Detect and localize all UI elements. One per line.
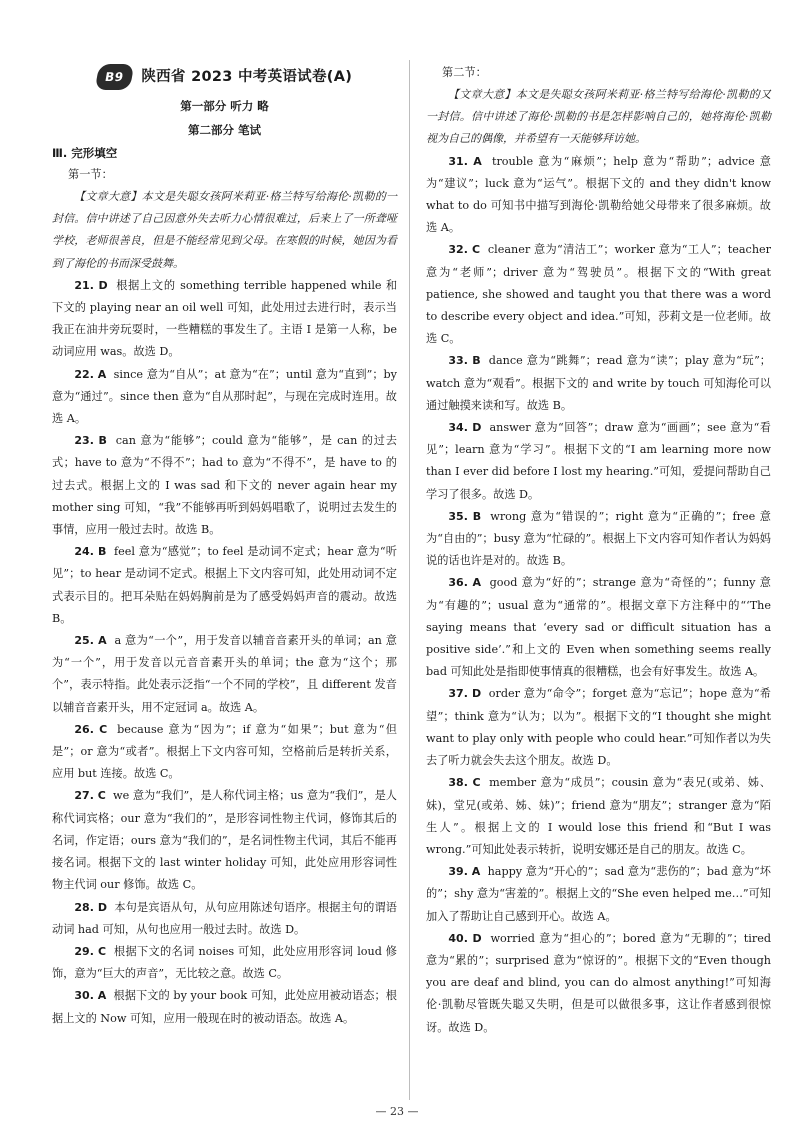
document-title-row: [52, 62, 397, 92]
article-summary: 【文章大意】本文是失聪女孩阿米莉亚·格兰特写给海伦·凯勒的又一封信。信中讲述了海伦·凯勒的书是怎样影响自己的，她将海伦·凯勒视为自己的偶像，并希望有一天能够拜访她。: [426, 88, 771, 146]
answer-item: 36. A good 意为“好的”；strange 意为“奇怪的”；funny 意为“有趣的”；usual 意为“通常的”。根据文章下方注释中的“‘The saying means that ‘every sad or difficult situation has a positive side’.”和上文的 Even when something seems really bad 可知此处是指即使事情真的很糟糕，也会有好事发生。故选 A。: [426, 576, 771, 679]
answer-list: [52, 275, 397, 1030]
section1-label: 第一节：: [68, 168, 113, 181]
answer-item: 21. D 根据上文的 something terrible happened while 和下文的 playing near an oil well 可知，此处用过去进行时，表示当我正在油井旁玩耍时，一些糟糕的事发生了。主语 I 是第一人称，be 动词应用 was。故选 D。: [52, 278, 398, 359]
answer-item: 27. C we 意为“我们”，是人称代词主格；us 意为“我们”，是人称代词宾格；our 意为“我们的”，是形容词性物主代词，修饰其后的名词，作定语；ours 意为“我们的”，是名词性物主代词，其后不能再接名词。根据下文的 last winter holiday 可知，此处应用形容词性物主代词 our 修饰。故选 C。: [52, 789, 397, 892]
answer-item: 22. A since 意为“自从”；at 意为“在”；until 意为“直到”；by 意为“通过”。since then 意为“自从那时起”，与现在完成时连用。故选 A。: [52, 367, 397, 426]
document-title: 陕西省 2023 中考英语试卷(A): [141, 68, 353, 85]
section2-label: 第二节：: [442, 66, 487, 79]
answer-item: 25. A a 意为“一个”，用于发音以辅音音素开头的单词；an 意为“一个”，用于发音以元音音素开头的单词；the 意为“这个；那个”，表示特指。此处表示泛指“一个不同的学校”，且 different 发音以辅音音素开头，用不定冠词 a。故选 A。: [52, 634, 397, 714]
cloze-heading: Ⅲ. 完形填空: [52, 146, 118, 160]
answer-item: 35. B wrong 意为“错误的”；right 意为“正确的”；free 意为“自由的”；busy 意为“忙碌的”。根据上下文内容可知作者认为妈妈说的话也许是对的。故选 B。: [426, 509, 771, 568]
answer-item: 40. D worried 意为“担心的”；bored 意为“无聊的”；tired 意为“累的”；surprised 意为“惊讶的”。根据下文的“Even though you are deaf and blind, you can do almost anything!”可知海伦·凯勒尽管既失聪又失明，但是可以做很多事，这让作者感到很惊讶。故选 D。: [426, 931, 772, 1034]
answer-item: 30. A 根据下文的 by your book 可知，此处应用被动语态；根据上文的 Now 可知，应用一般现在时的被动语态。故选 A。: [52, 989, 397, 1025]
answer-item: 32. C cleaner 意为“清洁工”；worker 意为“工人”；teacher 意为“老师”；driver 意为“驾驶员”。根据下文的“With great patience, she showed and taught you that there was a word to describe every object and idea.”可知，莎莉文是一位老师。故选 C。: [426, 243, 771, 346]
column-divider: [409, 60, 410, 1100]
section-badge: B9: [95, 64, 134, 90]
answer-item: 28. D 本句是宾语从句，从句应用陈述句语序。根据主句的谓语动词 had 可知，从句也应用一般过去时。故选 D。: [52, 900, 397, 936]
answer-item: 29. C 根据下文的名词 noises 可知，此处应用形容词 loud 修饰，意为“巨大的声音”，无比较之意。故选 C。: [52, 944, 397, 981]
answer-list: [426, 151, 771, 1039]
answer-item: 24. B feel 意为“感觉”；to feel 是动词不定式；hear 意为“听见”；to hear 是动词不定式。根据上下文内容可知，此处用动词不定式表示目的。把耳朵贴在妈妈胸前是为了感受妈妈声音的震动。故选 B。: [52, 545, 397, 625]
article-summary: 【文章大意】本文是失聪女孩阿米莉亚·格兰特写给海伦·凯勒的一封信。信中讲述了自己因意外失去听力心情很难过，后来上了一所聋哑学校，老师很善良，但是不能经常见到父母。在寒假的时候，她因为看到了海伦的书而深受鼓舞。: [52, 190, 397, 270]
part2-heading: 第二部分 笔试: [187, 123, 261, 137]
answer-item: 37. D order 意为“命令”；forget 意为“忘记”；hope 意为“希望”；think 意为“认为；以为”。根据下文的“I thought she might want to play only with people who could hear.”可知作者以为失去了听力就会失去这个朋友。故选 D。: [426, 687, 771, 768]
answer-item: 39. A happy 意为“开心的”；sad 意为“悲伤的”；bad 意为“坏的”；shy 意为“害羞的”。根据上文的“She even helped me…”可知加入了帮助让自己感到开心。故选 A。: [426, 865, 771, 923]
part1-heading: 第一部分 听力 略: [180, 99, 269, 113]
answer-item: 23. B can 意为“能够”；could 意为“能够”，是 can 的过去式；have to 意为“不得不”；had to 意为“不得不”，是 have to 的过去式。根据上文的 I was sad 和下文的 never again hear my mother sing 可知，“我”不能够再听到妈妈唱歌了，说明过去发生的事情，应用一般过去时。故选 B。: [52, 434, 397, 537]
answer-item: 33. B dance 意为“跳舞”；read 意为“读”；play 意为“玩”；watch 意为“观看”。根据下文的 and write by touch 可知海伦可以通过触摸来读和写。故选 B。: [426, 354, 771, 412]
answer-item: 26. C because 意为“因为”；if 意为“如果”；but 意为“但是”；or 意为“或者”。根据上下文内容可知，空格前后是转折关系，应用 but 连接。故选 C。: [52, 722, 397, 781]
left-column: [52, 62, 397, 1030]
answer-item: 34. D answer 意为“回答”；draw 意为“画画”；see 意为“看见”；learn 意为“学习”。根据下文的“I am learning more now than I ever did before I lost my hearing.”可知，爱提问帮助自己学习了很多。故选 D。: [426, 421, 771, 501]
page-number: — 23 —: [375, 1105, 419, 1118]
answer-item: 31. A trouble 意为“麻烦”；help 意为“帮助”；advice 意为“建议”；luck 意为“运气”。根据下文的 and they didn't know what to do 可知书中描写到海伦·凯勒给她父母带来了很多麻烦。故选 A。: [426, 154, 771, 235]
right-column: [426, 62, 771, 1039]
answer-item: 38. C member 意为“成员”；cousin 意为“表兄(或弟、姊、妹)，堂兄(或弟、姊、妹)”；friend 意为“朋友”；stranger 意为“陌生人”。根据上文的 I would lose this friend 和“But I was wrong.”可知此处表示转折，说明安娜还是自己的朋友。故选 C。: [426, 776, 771, 856]
